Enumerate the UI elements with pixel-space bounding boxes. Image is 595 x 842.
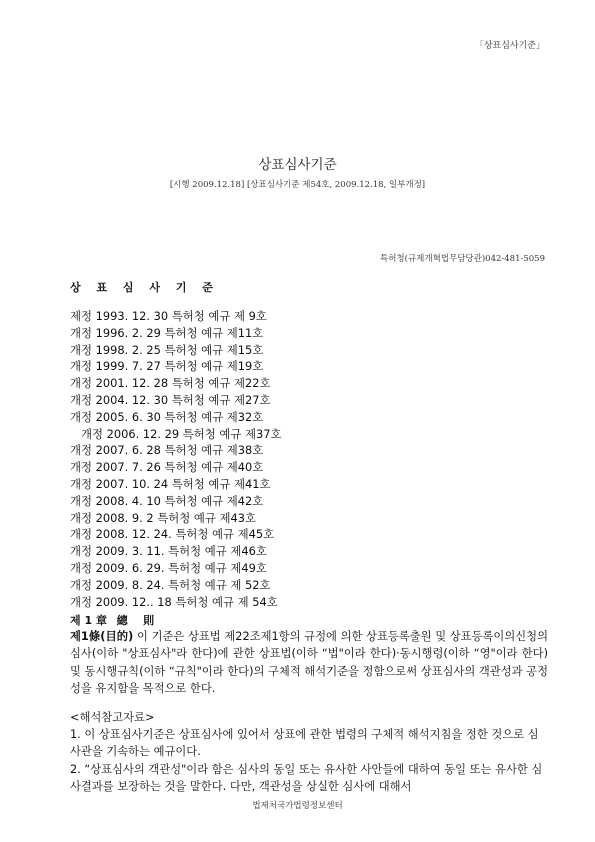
article-text: 이 기준은 상표법 제22조제1항의 규정에 의한 상표등록출원 및 상표등록이의신청의 심사(이하 "상표심사"라 한다)에 관한 상표법(이하 “법"이라 한다)·동시행령(이하 “영"이라 한다) 및 동시행규칙(이하 “규칙"이라 한다)의 구체적 해석기준을 정함으로써 상표심사의 객관성과 공정성을 유지함을 목적으로 한다.	[70, 630, 548, 696]
chapter-title: 總 則	[116, 614, 155, 627]
chapter-heading	[70, 612, 160, 628]
article-1	[70, 628, 548, 698]
document-header-label: 「상표심사기준」	[474, 41, 545, 51]
amendment-item: 개정 2007. 7. 26 특허청 예규 제40호	[70, 460, 264, 475]
amendment-item: 개정 2001. 12. 28 특허청 예규 제22호	[70, 376, 271, 391]
amendment-item: 개정 2008. 9. 2 특허청 예규 제43호	[70, 510, 256, 525]
amendment-item: 개정 1996. 2. 29 특허청 예규 제11호	[70, 325, 264, 340]
page-footer: 법제처국가법령정보센터	[252, 801, 343, 811]
chapter-number: 제 1 章	[70, 614, 107, 627]
amendment-item: 개정 2007. 6. 28 특허청 예규 제38호	[70, 443, 264, 458]
amendment-item: 제정 1993. 12. 30 특허청 예규 제 9호	[70, 309, 267, 323]
amendment-item: 개정 2009. 8. 24. 특허청 예규 제 52호	[70, 577, 271, 592]
amendment-item: 개정 1998. 2. 25 특허청 예규 제15호	[70, 342, 264, 357]
amendment-item: 개정 2007. 10. 24 특허청 예규 제41호	[70, 476, 271, 491]
article-number: 제1條(目的)	[70, 630, 134, 643]
section-heading: 상 표 심 사 기 준	[70, 281, 219, 294]
amendment-item: 개정 2009. 6. 29. 특허청 예규 제49호	[70, 560, 267, 575]
document-title: 상표심사기준	[258, 157, 337, 173]
reference-heading: <해석참고자료>	[70, 711, 155, 724]
document-subtitle: [시행 2009.12.18] [상표심사기준 제54호, 2009.12.18, 일부개정]	[169, 180, 426, 190]
amendment-item: 개정 2008. 4. 10 특허청 예규 제42호	[70, 493, 264, 508]
amendment-item: 개정 2005. 6. 30 특허청 예규 제32호	[70, 409, 264, 424]
amendment-item: 개정 1999. 7. 27 특허청 예규 제19호	[70, 359, 264, 374]
reference-item: 1. 이 상표심사기준은 상표심사에 있어서 상표에 관한 법령의 구체적 해석지침을 정한 것으로 심사관을 기속하는 예규이다.	[70, 728, 539, 759]
amendment-history-list	[70, 308, 281, 610]
reference-item: 2. “상표심사의 객관성"이라 함은 심사의 동일 또는 유사한 사안들에 대하여 동일 또는 유사한 심사결과를 보장하는 것을 말한다. 다만, 객관성을 상실한 심사에 대해서	[70, 762, 543, 794]
reference-body	[70, 726, 548, 796]
contact-info: 특허청(규제개혁법무담당관)042-481-5059	[380, 254, 545, 264]
amendment-item: 개정 2008. 12. 24. 특허청 예규 제45호	[70, 527, 275, 542]
amendment-item: 개정 2006. 12. 29 특허청 예규 제37호	[81, 426, 282, 441]
amendment-item: 개정 2004. 12. 30 특허청 예규 제27호	[70, 392, 271, 407]
amendment-item: 개정 2009. 12.. 18 특허청 예규 제 54호	[70, 594, 278, 609]
amendment-item: 개정 2009. 3. 11. 특허청 예규 제46호	[70, 544, 267, 559]
